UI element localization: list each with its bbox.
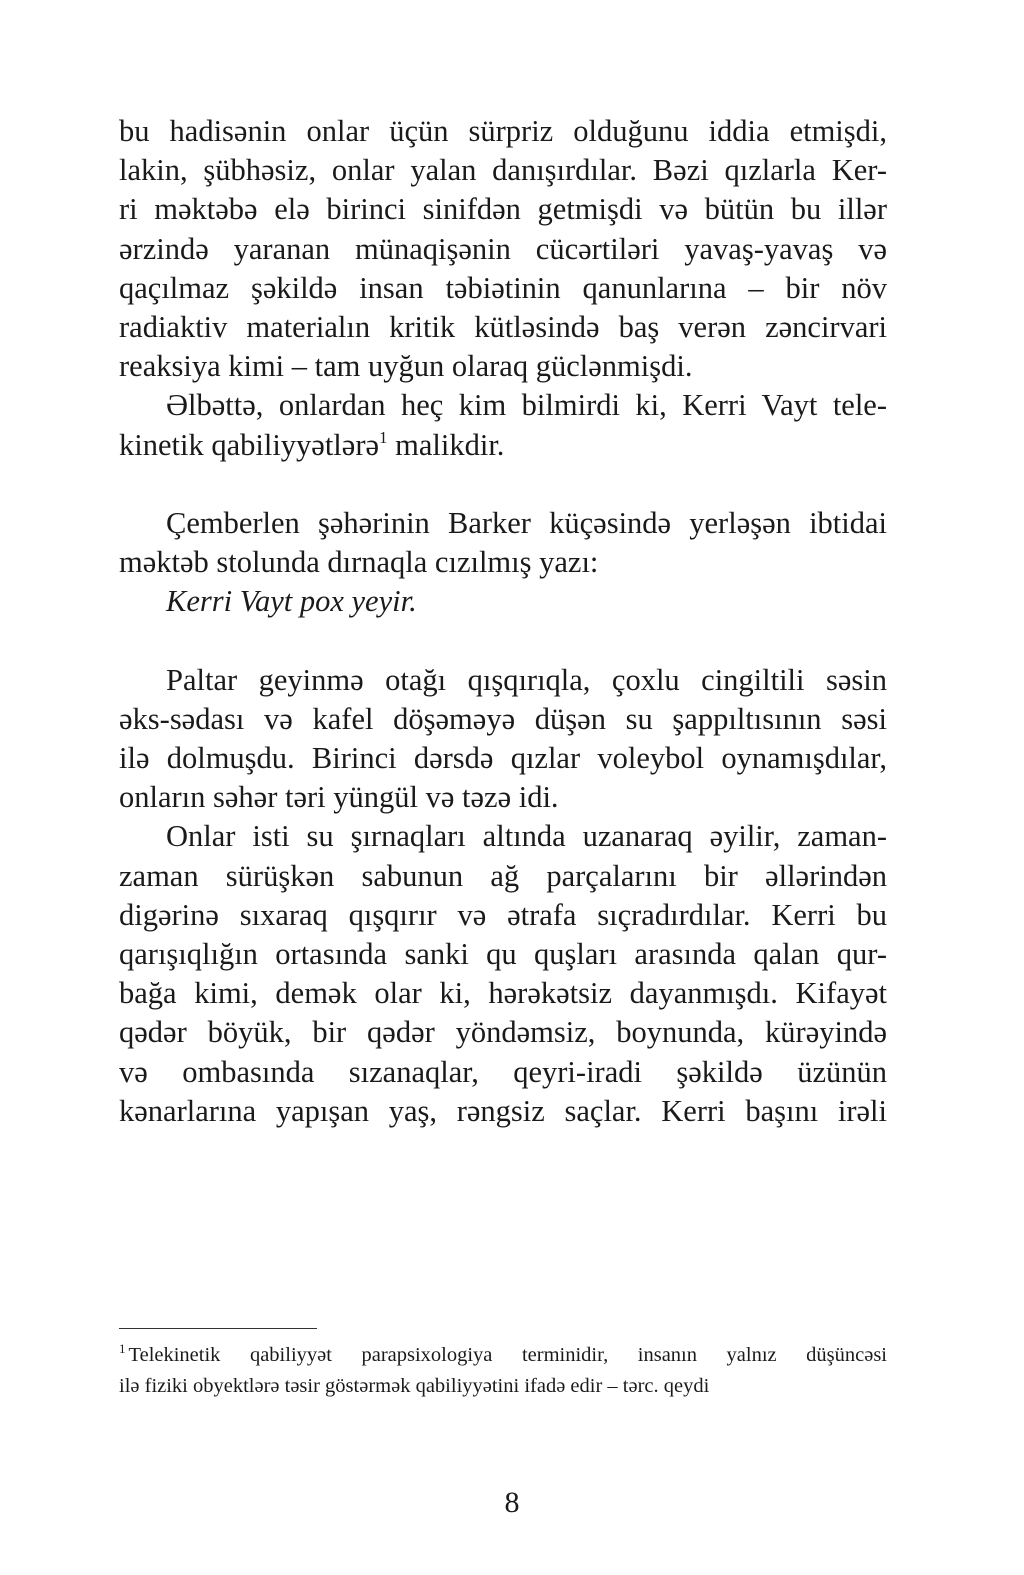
text-line: onların səhər təri yüngül və təzə idi. <box>119 780 559 815</box>
footnote-line <box>119 1340 887 1371</box>
paragraph-continuation <box>119 112 887 386</box>
paragraph-locker-room <box>119 661 887 818</box>
text-line: lakin, şübhəsiz, onlar yalan danışırdılar. Bəzi qızlarla Ker- <box>119 153 887 188</box>
text-line: Çemberlen şəhərinin Barker küçəsində yerləşən ibtidai <box>166 505 887 540</box>
paragraph-showers <box>119 817 887 1131</box>
text-line: digərinə sıxaraq qışqırır və ətrafa sıçradırdılar. Kerri bu <box>119 897 887 932</box>
footnote-divider <box>119 1328 317 1329</box>
book-page-text <box>119 112 887 1131</box>
text-line: reaksiya kimi – tam uyğun olaraq güclənmişdi. <box>119 349 693 384</box>
text-line: əks-sədası və kafel döşəməyə düşən su şappıltısının səsi <box>119 701 887 736</box>
text-line: bu hadisənin onlar üçün sürpriz olduğunu iddia etmişdi, <box>119 114 887 148</box>
footnote-text: Telekinetik qabiliyyət parapsixologiya terminidir, insanın yalnız düşüncəsi <box>128 1344 887 1366</box>
text-line: qarışıqlığın ortasında sanki qu quşları arasında qalan qur- <box>119 936 887 971</box>
text-line: bağa kimi, demək olar ki, hərəkətsiz dayanmışdı. Kifayət <box>119 976 887 1011</box>
paragraph-telekinesis <box>119 386 887 464</box>
footnote <box>119 1340 887 1402</box>
text-line: zaman sürüşkən sabunun ağ parçalarını bir əllərindən <box>119 858 887 893</box>
italic-inscription: Kerri Vayt pox yeyir. <box>166 584 417 619</box>
footnote-line: ilə fiziki obyektlərə təsir göstərmək qabiliyyətini ifadə edir – tərc. qeydi <box>119 1375 710 1397</box>
text-line <box>119 426 887 465</box>
text-line: qaçılmaz şəkildə insan təbiətinin qanunlarına – bir növ <box>119 270 887 305</box>
text-line: ilə dolmuşdu. Birinci dərsdə qızlar voleybol oynamışdılar, <box>119 741 887 775</box>
section-break <box>119 465 887 504</box>
text-line: qədər böyük, bir qədər yöndəmsiz, boynunda, kürəyində <box>119 1015 887 1050</box>
text-line: məktəb stolunda dırnaqla cızılmış yazı: <box>119 545 599 580</box>
text-line: ərzində yaranan münaqişənin cücərtiləri yavaş-yavaş və <box>119 231 887 266</box>
paragraph-desk-inscription <box>119 504 887 622</box>
text-line: Onlar isti su şırnaqları altında uzanaraq əyilir, zaman- <box>166 819 887 854</box>
text-fragment: kinetik qabiliyyətlərə <box>119 427 380 462</box>
section-break <box>119 621 887 660</box>
page-number: 8 <box>504 1486 520 1519</box>
text-line: kənarlarına yapışan yaş, rəngsiz saçlar. Kerri başını irəli <box>119 1093 887 1128</box>
text-line: radiaktiv materialın kritik kütləsində baş verən zəncirvari <box>119 309 887 344</box>
footnote-mark: 1 <box>119 1341 126 1356</box>
text-line: Əlbəttə, onlardan heç kim bilmirdi ki, Kerri Vayt tele- <box>166 388 887 423</box>
text-line: Paltar geyinmə otağı qışqırıqla, çoxlu cingiltili səsin <box>166 662 887 697</box>
footnote-reference[interactable]: 1 <box>379 427 388 447</box>
text-line: ri məktəbə elə birinci sinifdən getmişdi və bütün bu illər <box>119 192 887 227</box>
text-fragment: malikdir. <box>387 427 505 462</box>
text-line: və ombasında sızanaqlar, qeyri-iradi şəkildə üzünün <box>119 1054 887 1089</box>
